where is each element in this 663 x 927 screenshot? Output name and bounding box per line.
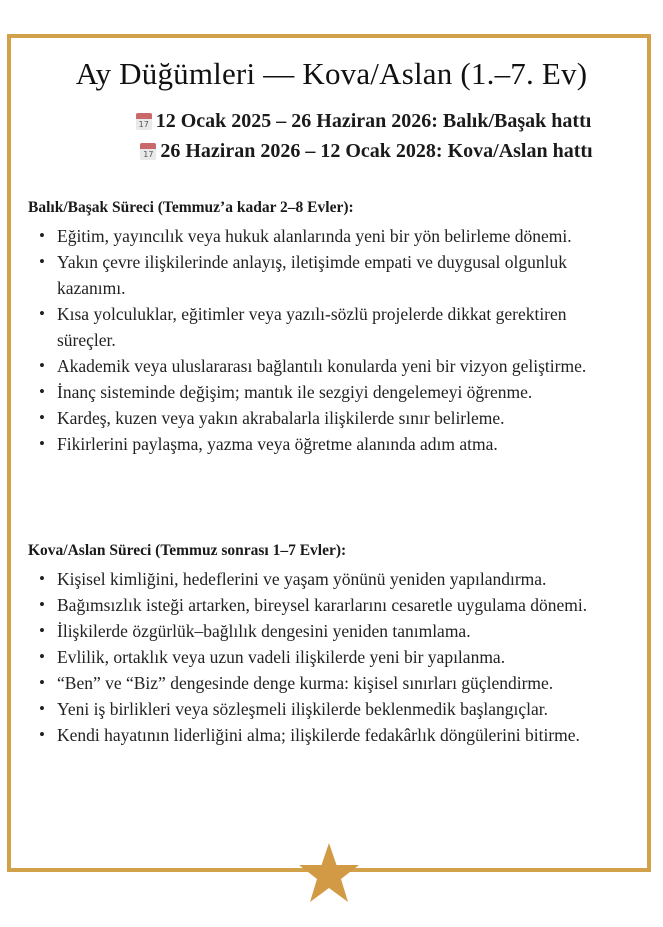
list-item: • Yeni iş birlikleri veya sözleşmeli ilişkilerde beklenmedik başlangıçlar. <box>28 696 628 722</box>
section-title: Kova/Aslan Süreci (Temmuz sonrası 1–7 Evler): <box>28 542 347 559</box>
star-icon <box>298 843 360 903</box>
calendar-icon: 17 <box>140 143 156 160</box>
calendar-icon: 17 <box>136 113 152 130</box>
date-range-1 <box>0 106 663 136</box>
list-item: • İlişkilerde özgürlük–bağlılık dengesini yeniden tanımlama. <box>28 618 628 644</box>
list-item: • Fikirlerini paylaşma, yazma veya öğretme alanında adım atma. <box>28 431 628 457</box>
list-item: • Eğitim, yayıncılık veya hukuk alanlarında yeni bir yön belirleme dönemi. <box>28 223 628 249</box>
page-title: Ay Düğümleri — Kova/Aslan (1.–7. Ev) <box>75 56 588 91</box>
date-ranges <box>0 106 663 166</box>
list-item: • Kişisel kimliğini, hedeflerini ve yaşam yönünü yeniden yapılandırma. <box>28 566 628 592</box>
list-item: • Kendi hayatının liderliğini alma; ilişkilerde fedakârlık döngülerini bitirme. <box>28 722 628 748</box>
section-kova-aslan <box>28 540 628 748</box>
date-range-text: 26 Haziran 2026 – 12 Ocak 2028: Kova/Aslan hattı <box>160 140 593 162</box>
section-title: Balık/Başak Süreci (Temmuz’a kadar 2–8 Evler): <box>28 199 354 216</box>
list-item: • Yakın çevre ilişkilerinde anlayış, iletişimde empati ve duygusal olgunluk kazanımı. <box>28 249 628 301</box>
star-shape <box>299 843 359 902</box>
bullet-list <box>28 223 628 457</box>
list-item: • Evlilik, ortaklık veya uzun vadeli ilişkilerde yeni bir yapılanma. <box>28 644 628 670</box>
section-balik-basak <box>28 197 628 457</box>
list-item: • Kardeş, kuzen veya yakın akrabalarla ilişkilerde sınır belirleme. <box>28 405 628 431</box>
list-item: • İnanç sisteminde değişim; mantık ile sezgiyi dengelemeyi öğrenme. <box>28 379 628 405</box>
list-item: • Kısa yolculuklar, eğitimler veya yazılı-sözlü projelerde dikkat gerektiren süreçler. <box>28 301 628 353</box>
list-item: • Bağımsızlık isteği artarken, bireysel kararlarını cesaretle uygulama dönemi. <box>28 592 628 618</box>
date-range-text: 12 Ocak 2025 – 26 Haziran 2026: Balık/Başak hattı <box>155 110 592 132</box>
date-range-2 <box>0 136 663 166</box>
list-item: • “Ben” ve “Biz” dengesinde denge kurma: kişisel sınırları güçlendirme. <box>28 670 628 696</box>
bullet-list <box>28 566 628 748</box>
list-item: • Akademik veya uluslararası bağlantılı konularda yeni bir vizyon geliştirme. <box>28 353 628 379</box>
